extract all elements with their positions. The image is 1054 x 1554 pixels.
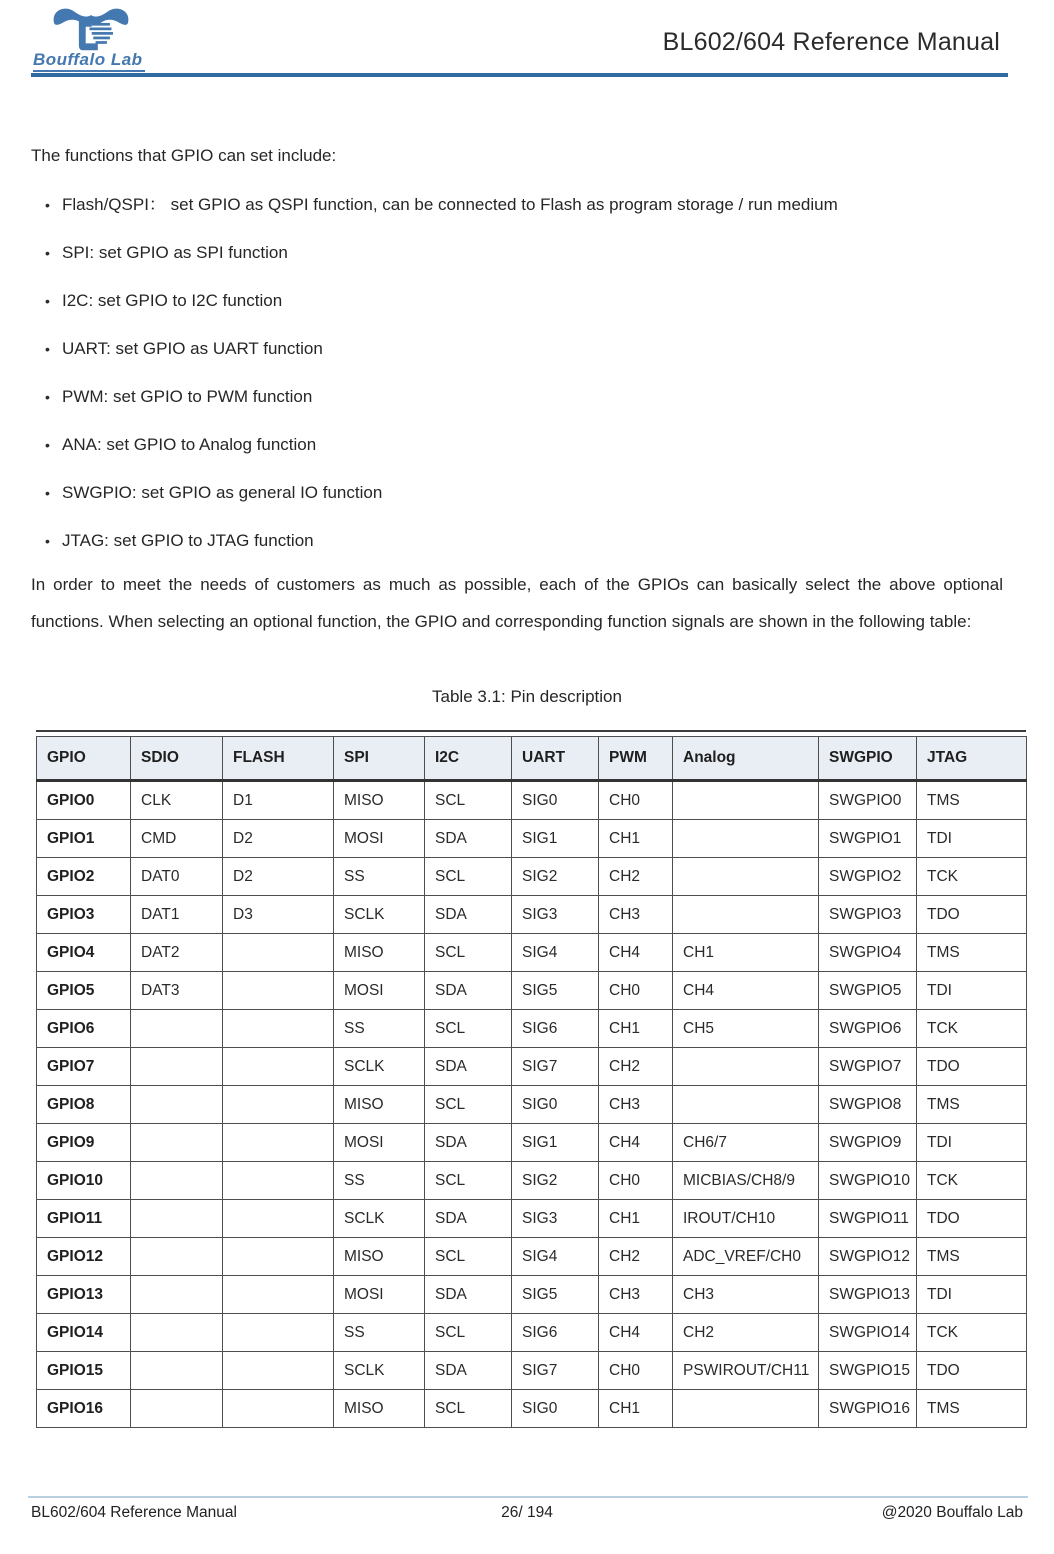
table-cell: [131, 1238, 223, 1276]
table-cell: SWGPIO8: [819, 1086, 917, 1124]
table-cell: TCK: [917, 1314, 1027, 1352]
row-header-cell: GPIO15: [37, 1352, 131, 1390]
table-cell: SIG4: [512, 934, 599, 972]
table-cell: [131, 1352, 223, 1390]
row-header-cell: GPIO3: [37, 896, 131, 934]
table-cell: TDO: [917, 896, 1027, 934]
table-cell: [131, 1086, 223, 1124]
table-cell: [223, 1390, 334, 1428]
row-header-cell: GPIO2: [37, 858, 131, 896]
list-item-text: I2C: set GPIO to I2C function: [62, 291, 283, 310]
list-item-text: JTAG: set GPIO to JTAG function: [62, 531, 314, 550]
table-cell: SDA: [425, 972, 512, 1010]
table-cell: SCL: [425, 858, 512, 896]
table-cell: SWGPIO6: [819, 1010, 917, 1048]
table-cell: SCL: [425, 1238, 512, 1276]
table-cell: SCL: [425, 781, 512, 820]
table-cell: CH4: [599, 1124, 673, 1162]
table-cell: SDA: [425, 896, 512, 934]
table-cell: TMS: [917, 934, 1027, 972]
column-header: SWGPIO: [819, 737, 917, 781]
table-cell: SIG5: [512, 1276, 599, 1314]
table-cell: TDI: [917, 1276, 1027, 1314]
table-cell: TMS: [917, 1086, 1027, 1124]
table-cell: MISO: [334, 934, 425, 972]
table-row: [37, 896, 1027, 934]
bullet-icon: •: [45, 197, 50, 213]
column-header: SPI: [334, 737, 425, 781]
table-cell: SCL: [425, 1162, 512, 1200]
table-cell: [223, 1124, 334, 1162]
table-cell: SCLK: [334, 896, 425, 934]
table-cell: [673, 1390, 819, 1428]
table-cell: SWGPIO2: [819, 858, 917, 896]
table-cell: SWGPIO0: [819, 781, 917, 820]
table-cell: TDO: [917, 1048, 1027, 1086]
table-cell: DAT2: [131, 934, 223, 972]
intro-text: The functions that GPIO can set include:: [31, 146, 337, 165]
column-header: GPIO: [37, 737, 131, 781]
table-cell: SDA: [425, 1200, 512, 1238]
table-cell: TMS: [917, 781, 1027, 820]
table-cell: CH1: [599, 1010, 673, 1048]
table-cell: [131, 1010, 223, 1048]
table-cell: CH1: [673, 934, 819, 972]
table-cell: TCK: [917, 858, 1027, 896]
table-row: [37, 1086, 1027, 1124]
table-row: [37, 1162, 1027, 1200]
table-cell: TMS: [917, 1238, 1027, 1276]
table-cell: D1: [223, 781, 334, 820]
table-cell: SCLK: [334, 1352, 425, 1390]
table-cell: MOSI: [334, 972, 425, 1010]
table-cell: [223, 972, 334, 1010]
row-header-cell: GPIO9: [37, 1124, 131, 1162]
table-cell: [673, 820, 819, 858]
list-item: [45, 387, 838, 407]
table-cell: TCK: [917, 1162, 1027, 1200]
table-row: [37, 1048, 1027, 1086]
footer-doc-title: BL602/604 Reference Manual: [31, 1504, 237, 1521]
table-cell: [131, 1276, 223, 1314]
table-cell: CH3: [673, 1276, 819, 1314]
brand-name: Bouffalo Lab: [33, 50, 143, 69]
table-cell: SIG6: [512, 1314, 599, 1352]
table-cell: SWGPIO14: [819, 1314, 917, 1352]
table-cell: SIG1: [512, 820, 599, 858]
table-cell: SDA: [425, 1352, 512, 1390]
table-cell: TDO: [917, 1200, 1027, 1238]
table-cell: CH0: [599, 1162, 673, 1200]
table-cell: MISO: [334, 1086, 425, 1124]
table-cell: SDA: [425, 1048, 512, 1086]
table-cell: SWGPIO13: [819, 1276, 917, 1314]
column-header: FLASH: [223, 737, 334, 781]
table-cell: CH5: [673, 1010, 819, 1048]
table-row: [37, 1124, 1027, 1162]
buffalo-logo-icon: [36, 4, 146, 54]
table-cell: ADC_VREF/CH0: [673, 1238, 819, 1276]
table-cell: D3: [223, 896, 334, 934]
table-row: [37, 820, 1027, 858]
header-rule: [31, 73, 1008, 77]
table-cell: SCLK: [334, 1048, 425, 1086]
table-cell: CH4: [599, 1314, 673, 1352]
table-caption: Table 3.1: Pin description: [432, 687, 622, 706]
table-cell: TDI: [917, 972, 1027, 1010]
table-cell: SS: [334, 1162, 425, 1200]
table-cell: CH3: [599, 1086, 673, 1124]
table-cell: DAT3: [131, 972, 223, 1010]
list-item-text: UART: set GPIO as UART function: [62, 339, 323, 358]
list-item-text: ANA: set GPIO to Analog function: [62, 435, 317, 454]
bullet-icon: •: [45, 389, 50, 405]
table-cell: MICBIAS/CH8/9: [673, 1162, 819, 1200]
table-cell: SWGPIO1: [819, 820, 917, 858]
table-cell: PSWIROUT/CH11: [673, 1352, 819, 1390]
bullet-icon: •: [45, 245, 50, 261]
table-cell: CH1: [599, 1200, 673, 1238]
table-cell: [223, 1048, 334, 1086]
table-cell: [131, 1390, 223, 1428]
table-row: [37, 1200, 1027, 1238]
table-cell: SCL: [425, 1010, 512, 1048]
table-cell: CLK: [131, 781, 223, 820]
table-cell: SIG2: [512, 858, 599, 896]
table-cell: [223, 1314, 334, 1352]
table-cell: SWGPIO15: [819, 1352, 917, 1390]
table-cell: SWGPIO4: [819, 934, 917, 972]
table-cell: [223, 1238, 334, 1276]
brand-underline: [33, 70, 145, 72]
column-header: PWM: [599, 737, 673, 781]
table-cell: DAT1: [131, 896, 223, 934]
table-row: [37, 1238, 1027, 1276]
table-cell: SWGPIO16: [819, 1390, 917, 1428]
row-header-cell: GPIO0: [37, 781, 131, 820]
bullet-icon: •: [45, 485, 50, 501]
table-cell: SIG3: [512, 896, 599, 934]
table-cell: SIG0: [512, 781, 599, 820]
table-cell: TDO: [917, 1352, 1027, 1390]
table-cell: TCK: [917, 1010, 1027, 1048]
table-cell: SIG0: [512, 1390, 599, 1428]
table-cell: SWGPIO7: [819, 1048, 917, 1086]
table-cell: TDI: [917, 820, 1027, 858]
list-item: [45, 190, 838, 215]
table-cell: SWGPIO3: [819, 896, 917, 934]
table-cell: [223, 934, 334, 972]
row-header-cell: GPIO6: [37, 1010, 131, 1048]
row-header-cell: GPIO10: [37, 1162, 131, 1200]
table-cell: TMS: [917, 1390, 1027, 1428]
table-cell: D2: [223, 820, 334, 858]
footer-page-number: 26/ 194: [501, 1504, 553, 1521]
row-header-cell: GPIO1: [37, 820, 131, 858]
table-cell: [673, 1048, 819, 1086]
table-cell: MOSI: [334, 1276, 425, 1314]
row-header-cell: GPIO8: [37, 1086, 131, 1124]
table-cell: CH4: [673, 972, 819, 1010]
table-cell: SIG3: [512, 1200, 599, 1238]
pin-table-container: [36, 730, 1026, 1428]
table-cell: [131, 1124, 223, 1162]
table-cell: SCL: [425, 934, 512, 972]
table-cell: SIG5: [512, 972, 599, 1010]
table-cell: SWGPIO5: [819, 972, 917, 1010]
table-cell: SS: [334, 1010, 425, 1048]
table-cell: SCL: [425, 1390, 512, 1428]
table-cell: CH0: [599, 1352, 673, 1390]
table-cell: SWGPIO12: [819, 1238, 917, 1276]
paragraph: In order to meet the needs of customers as much as possible, each of the GPIOs can basically select the above optional functions. When selecting an optional function, the GPIO and corresponding function signals are shown in the following table:: [31, 575, 1003, 631]
table-cell: TDI: [917, 1124, 1027, 1162]
table-cell: SIG2: [512, 1162, 599, 1200]
table-cell: CH2: [599, 1238, 673, 1276]
footer-copyright: @2020 Bouffalo Lab: [881, 1504, 1023, 1521]
table-cell: MISO: [334, 1390, 425, 1428]
table-row: [37, 1276, 1027, 1314]
table-cell: CH4: [599, 934, 673, 972]
table-cell: SCL: [425, 1314, 512, 1352]
row-header-cell: GPIO13: [37, 1276, 131, 1314]
row-header-cell: GPIO11: [37, 1200, 131, 1238]
table-row: [37, 1010, 1027, 1048]
list-item-text: SPI: set GPIO as SPI function: [62, 243, 288, 262]
table-cell: CH3: [599, 896, 673, 934]
table-cell: MISO: [334, 1238, 425, 1276]
table-cell: MOSI: [334, 1124, 425, 1162]
table-cell: CH2: [599, 1048, 673, 1086]
table-cell: CMD: [131, 820, 223, 858]
table-cell: CH0: [599, 781, 673, 820]
table-row: [37, 934, 1027, 972]
table-cell: [223, 1086, 334, 1124]
bullet-icon: •: [45, 293, 50, 309]
row-header-cell: GPIO4: [37, 934, 131, 972]
list-item: [45, 339, 838, 359]
table-cell: CH1: [599, 820, 673, 858]
table-cell: SIG7: [512, 1352, 599, 1390]
table-cell: [223, 1162, 334, 1200]
bullet-icon: •: [45, 533, 50, 549]
table-cell: [223, 1200, 334, 1238]
table-cell: CH3: [599, 1276, 673, 1314]
table-header-row: [37, 737, 1027, 781]
table-cell: SCL: [425, 1086, 512, 1124]
table-row: [37, 1352, 1027, 1390]
table-cell: CH6/7: [673, 1124, 819, 1162]
table-cell: MISO: [334, 781, 425, 820]
table-cell: [131, 1162, 223, 1200]
table-cell: [223, 1010, 334, 1048]
footer-rule: [28, 1496, 1028, 1498]
table-cell: SDA: [425, 1124, 512, 1162]
table-cell: [673, 1086, 819, 1124]
table-cell: [673, 858, 819, 896]
row-header-cell: GPIO7: [37, 1048, 131, 1086]
table-cell: SS: [334, 858, 425, 896]
table-cell: SDA: [425, 820, 512, 858]
table-cell: [223, 1276, 334, 1314]
footer: [31, 1504, 1023, 1522]
bullet-icon: •: [45, 437, 50, 453]
table-cell: [223, 1352, 334, 1390]
table-cell: SIG0: [512, 1086, 599, 1124]
table-cell: SIG1: [512, 1124, 599, 1162]
table-cell: [131, 1314, 223, 1352]
bullet-icon: •: [45, 341, 50, 357]
table-cell: SWGPIO11: [819, 1200, 917, 1238]
row-header-cell: GPIO12: [37, 1238, 131, 1276]
pin-table: [36, 736, 1027, 1428]
page-title: BL602/604 Reference Manual: [662, 28, 1000, 56]
gpio-function-list: [45, 190, 838, 579]
table-body: [37, 781, 1027, 1428]
table-row: [37, 781, 1027, 820]
table-row: [37, 858, 1027, 896]
table-cell: [673, 896, 819, 934]
list-item-text: PWM: set GPIO to PWM function: [62, 387, 313, 406]
table-cell: SCLK: [334, 1200, 425, 1238]
row-header-cell: GPIO5: [37, 972, 131, 1010]
table-cell: CH0: [599, 972, 673, 1010]
column-header: JTAG: [917, 737, 1027, 781]
table-cell: SDA: [425, 1276, 512, 1314]
column-header: Analog: [673, 737, 819, 781]
table-cell: IROUT/CH10: [673, 1200, 819, 1238]
table-cell: D2: [223, 858, 334, 896]
table-cell: SIG7: [512, 1048, 599, 1086]
row-header-cell: GPIO14: [37, 1314, 131, 1352]
table-row: [37, 1314, 1027, 1352]
table-cell: MOSI: [334, 820, 425, 858]
column-header: SDIO: [131, 737, 223, 781]
table-cell: [131, 1048, 223, 1086]
table-cell: DAT0: [131, 858, 223, 896]
list-item: [45, 435, 838, 455]
list-item: [45, 531, 838, 551]
table-row: [37, 1390, 1027, 1428]
table-cell: [673, 781, 819, 820]
table-cell: SS: [334, 1314, 425, 1352]
column-header: UART: [512, 737, 599, 781]
table-row: [37, 972, 1027, 1010]
list-item-text: Flash/QSPI： set GPIO as QSPI function, can be connected to Flash as program storage / run medium: [62, 195, 838, 214]
row-header-cell: GPIO16: [37, 1390, 131, 1428]
table-cell: SWGPIO10: [819, 1162, 917, 1200]
column-header: I2C: [425, 737, 512, 781]
table-cell: CH1: [599, 1390, 673, 1428]
table-cell: CH2: [673, 1314, 819, 1352]
table-cell: SIG6: [512, 1010, 599, 1048]
table-cell: SWGPIO9: [819, 1124, 917, 1162]
list-item: [45, 243, 838, 263]
table-cell: [131, 1200, 223, 1238]
list-item-text: SWGPIO: set GPIO as general IO function: [62, 483, 383, 502]
list-item: [45, 483, 838, 503]
table-cell: CH2: [599, 858, 673, 896]
table-cell: SIG4: [512, 1238, 599, 1276]
list-item: [45, 291, 838, 311]
